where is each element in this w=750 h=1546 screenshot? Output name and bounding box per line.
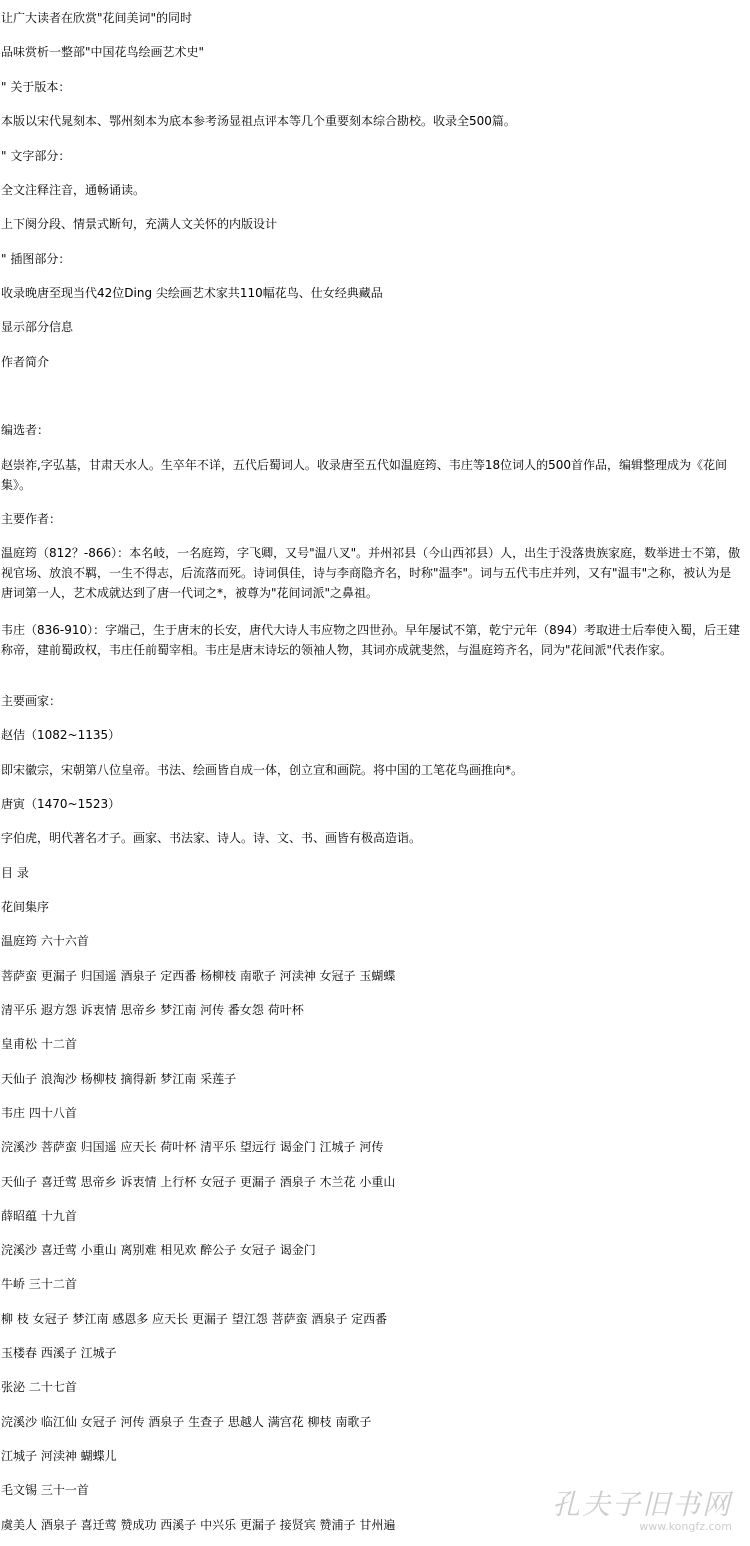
- main-painters-heading: 主要画家：: [1, 694, 62, 708]
- watermark-logo: [552, 1490, 732, 1534]
- author-bio-wei-zhuang: 韦庄（836-910）：字端己，生于唐末的长安，唐代大诗人韦应物之四世孙。早年屡试不第，乾宁元年（894）考取进士后奉使入蜀，后王建称帝，建前蜀政权，韦庄任前蜀宰相。韦庄是唐末诗坛的领袖人物，其词亦成就斐然，与温庭筠齐名，同为"花间派"代表作家。: [1, 623, 741, 657]
- toc-tune-list: 柳 枝 女冠子 梦江南 感恩多 应天长 更漏子 望江怨 菩萨蛮 酒泉子 定西番: [1, 1312, 388, 1326]
- editor-bio: 赵崇祚,字弘基，甘肃天水人。生卒年不详，五代后蜀词人。收录唐至五代如温庭筠、韦庄等18位词人的500首作品，编辑整理成为《花间集》。: [1, 458, 727, 492]
- main-authors-heading: 主要作者：: [1, 512, 62, 526]
- toc-poet-zhang-bi: 张泌 二十七首: [1, 1380, 77, 1394]
- toc-tune-list: 浣溪沙 临江仙 女冠子 河传 酒泉子 生查子 思越人 满宫花 柳枝 南歌子: [1, 1415, 372, 1429]
- section-heading-version: " 关于版本：: [1, 80, 71, 94]
- version-text: 本版以宋代晁刻本、鄂州刻本为底本参考汤显祖点评本等几个重要刻本综合勘校。收录全500篇。: [1, 114, 516, 128]
- show-info-label: 显示部分信息: [1, 320, 74, 334]
- painter-zhao-ji-bio: 即宋徽宗，宋朝第八位皇帝。书法、绘画皆自成一体，创立宣和画院。将中国的工笔花鸟画推向*。: [1, 763, 524, 777]
- toc-poet-mao-wenxi: 毛文锡 三十一首: [1, 1483, 89, 1497]
- watermark-logo-text: 孔夫子旧书网: [552, 1488, 733, 1521]
- author-bio-wen-tingyun: 温庭筠（812？-866）：本名岐，一名庭筠，字飞卿，又号"温八叉"。并州祁县（今山西祁县）人，出生于没落贵族家庭，数举进士不第，傲视官场、放浪不羁，一生不得志，后流落而死。诗词俱佳，诗与李商隐齐名，时称"温李"。词与五代韦庄并列，又有"温韦"之称，被认为是唐词第一人，艺术成就达到了唐一代词之*，被尊为"花间词派"之鼻祖。: [1, 546, 741, 600]
- intro-line-1: 让广大读者在欣赏"花间美词"的同时: [1, 11, 193, 25]
- toc-tune-list: 玉楼春 西溪子 江城子: [1, 1346, 117, 1360]
- toc-tune-list: 虞美人 酒泉子 喜迁莺 赞成功 西溪子 中兴乐 更漏子 接贤宾 赞浦子 甘州遍: [1, 1518, 396, 1532]
- section-heading-text: " 文字部分：: [1, 149, 71, 163]
- watermark-url: www.kongfz.com: [639, 1520, 732, 1533]
- toc-tune-list: 天仙子 浪淘沙 杨柳枝 摘得新 梦江南 采莲子: [1, 1072, 237, 1086]
- toc-poet-wei-zhuang: 韦庄 四十八首: [1, 1106, 77, 1120]
- section-heading-illustrations: " 插图部分：: [1, 252, 71, 266]
- painter-tang-yin-name: 唐寅（1470~1523）: [1, 797, 121, 811]
- toc-poet-niu-qiao: 牛峤 三十二首: [1, 1277, 77, 1291]
- toc-poet-wen-tingyun: 温庭筠 六十六首: [1, 934, 89, 948]
- editor-heading: 编选者：: [1, 423, 50, 437]
- painter-tang-yin-bio: 字伯虎，明代著名才子。画家、书法家、诗人。诗、文、书、画皆有极高造诣。: [1, 831, 422, 845]
- intro-line-2: 品味赏析一整部"中国花鸟绘画艺术史": [1, 45, 205, 59]
- author-intro-heading: 作者简介: [1, 355, 50, 369]
- toc-poet-huangfu-song: 皇甫松 十二首: [1, 1037, 77, 1051]
- toc-preface: 花间集序: [1, 900, 50, 914]
- text-part-line-1: 全文注释注音，通畅诵读。: [1, 183, 146, 197]
- toc-tune-list: 江城子 河渎神 蝴蝶儿: [1, 1449, 117, 1463]
- toc-tune-list: 浣溪沙 菩萨蛮 归国遥 应天长 荷叶杯 清平乐 望远行 谒金门 江城子 河传: [1, 1140, 384, 1154]
- toc-tune-list: 天仙子 喜迁莺 思帝乡 诉衷情 上行杯 女冠子 更漏子 酒泉子 木兰花 小重山: [1, 1175, 396, 1189]
- illustrations-text: 收录晚唐至现当代42位Ding 尖绘画艺术家共110幅花鸟、仕女经典藏品: [1, 286, 383, 300]
- text-part-line-2: 上下阕分段、情景式断句，充满人文关怀的内版设计: [1, 217, 278, 231]
- toc-poet-xue-zhaoyun: 薛昭蕴 十九首: [1, 1209, 77, 1223]
- toc-tune-list: 菩萨蛮 更漏子 归国遥 酒泉子 定西番 杨柳枝 南歌子 河渎神 女冠子 玉蝴蝶: [1, 969, 396, 983]
- painter-zhao-ji-name: 赵佶（1082~1135）: [1, 728, 121, 742]
- toc-tune-list: 清平乐 遐方怨 诉衷情 思帝乡 梦江南 河传 番女怨 荷叶杯: [1, 1003, 304, 1017]
- toc-heading: 目 录: [1, 866, 29, 880]
- toc-tune-list: 浣溪沙 喜迁莺 小重山 离别难 相见欢 醉公子 女冠子 谒金门: [1, 1243, 316, 1257]
